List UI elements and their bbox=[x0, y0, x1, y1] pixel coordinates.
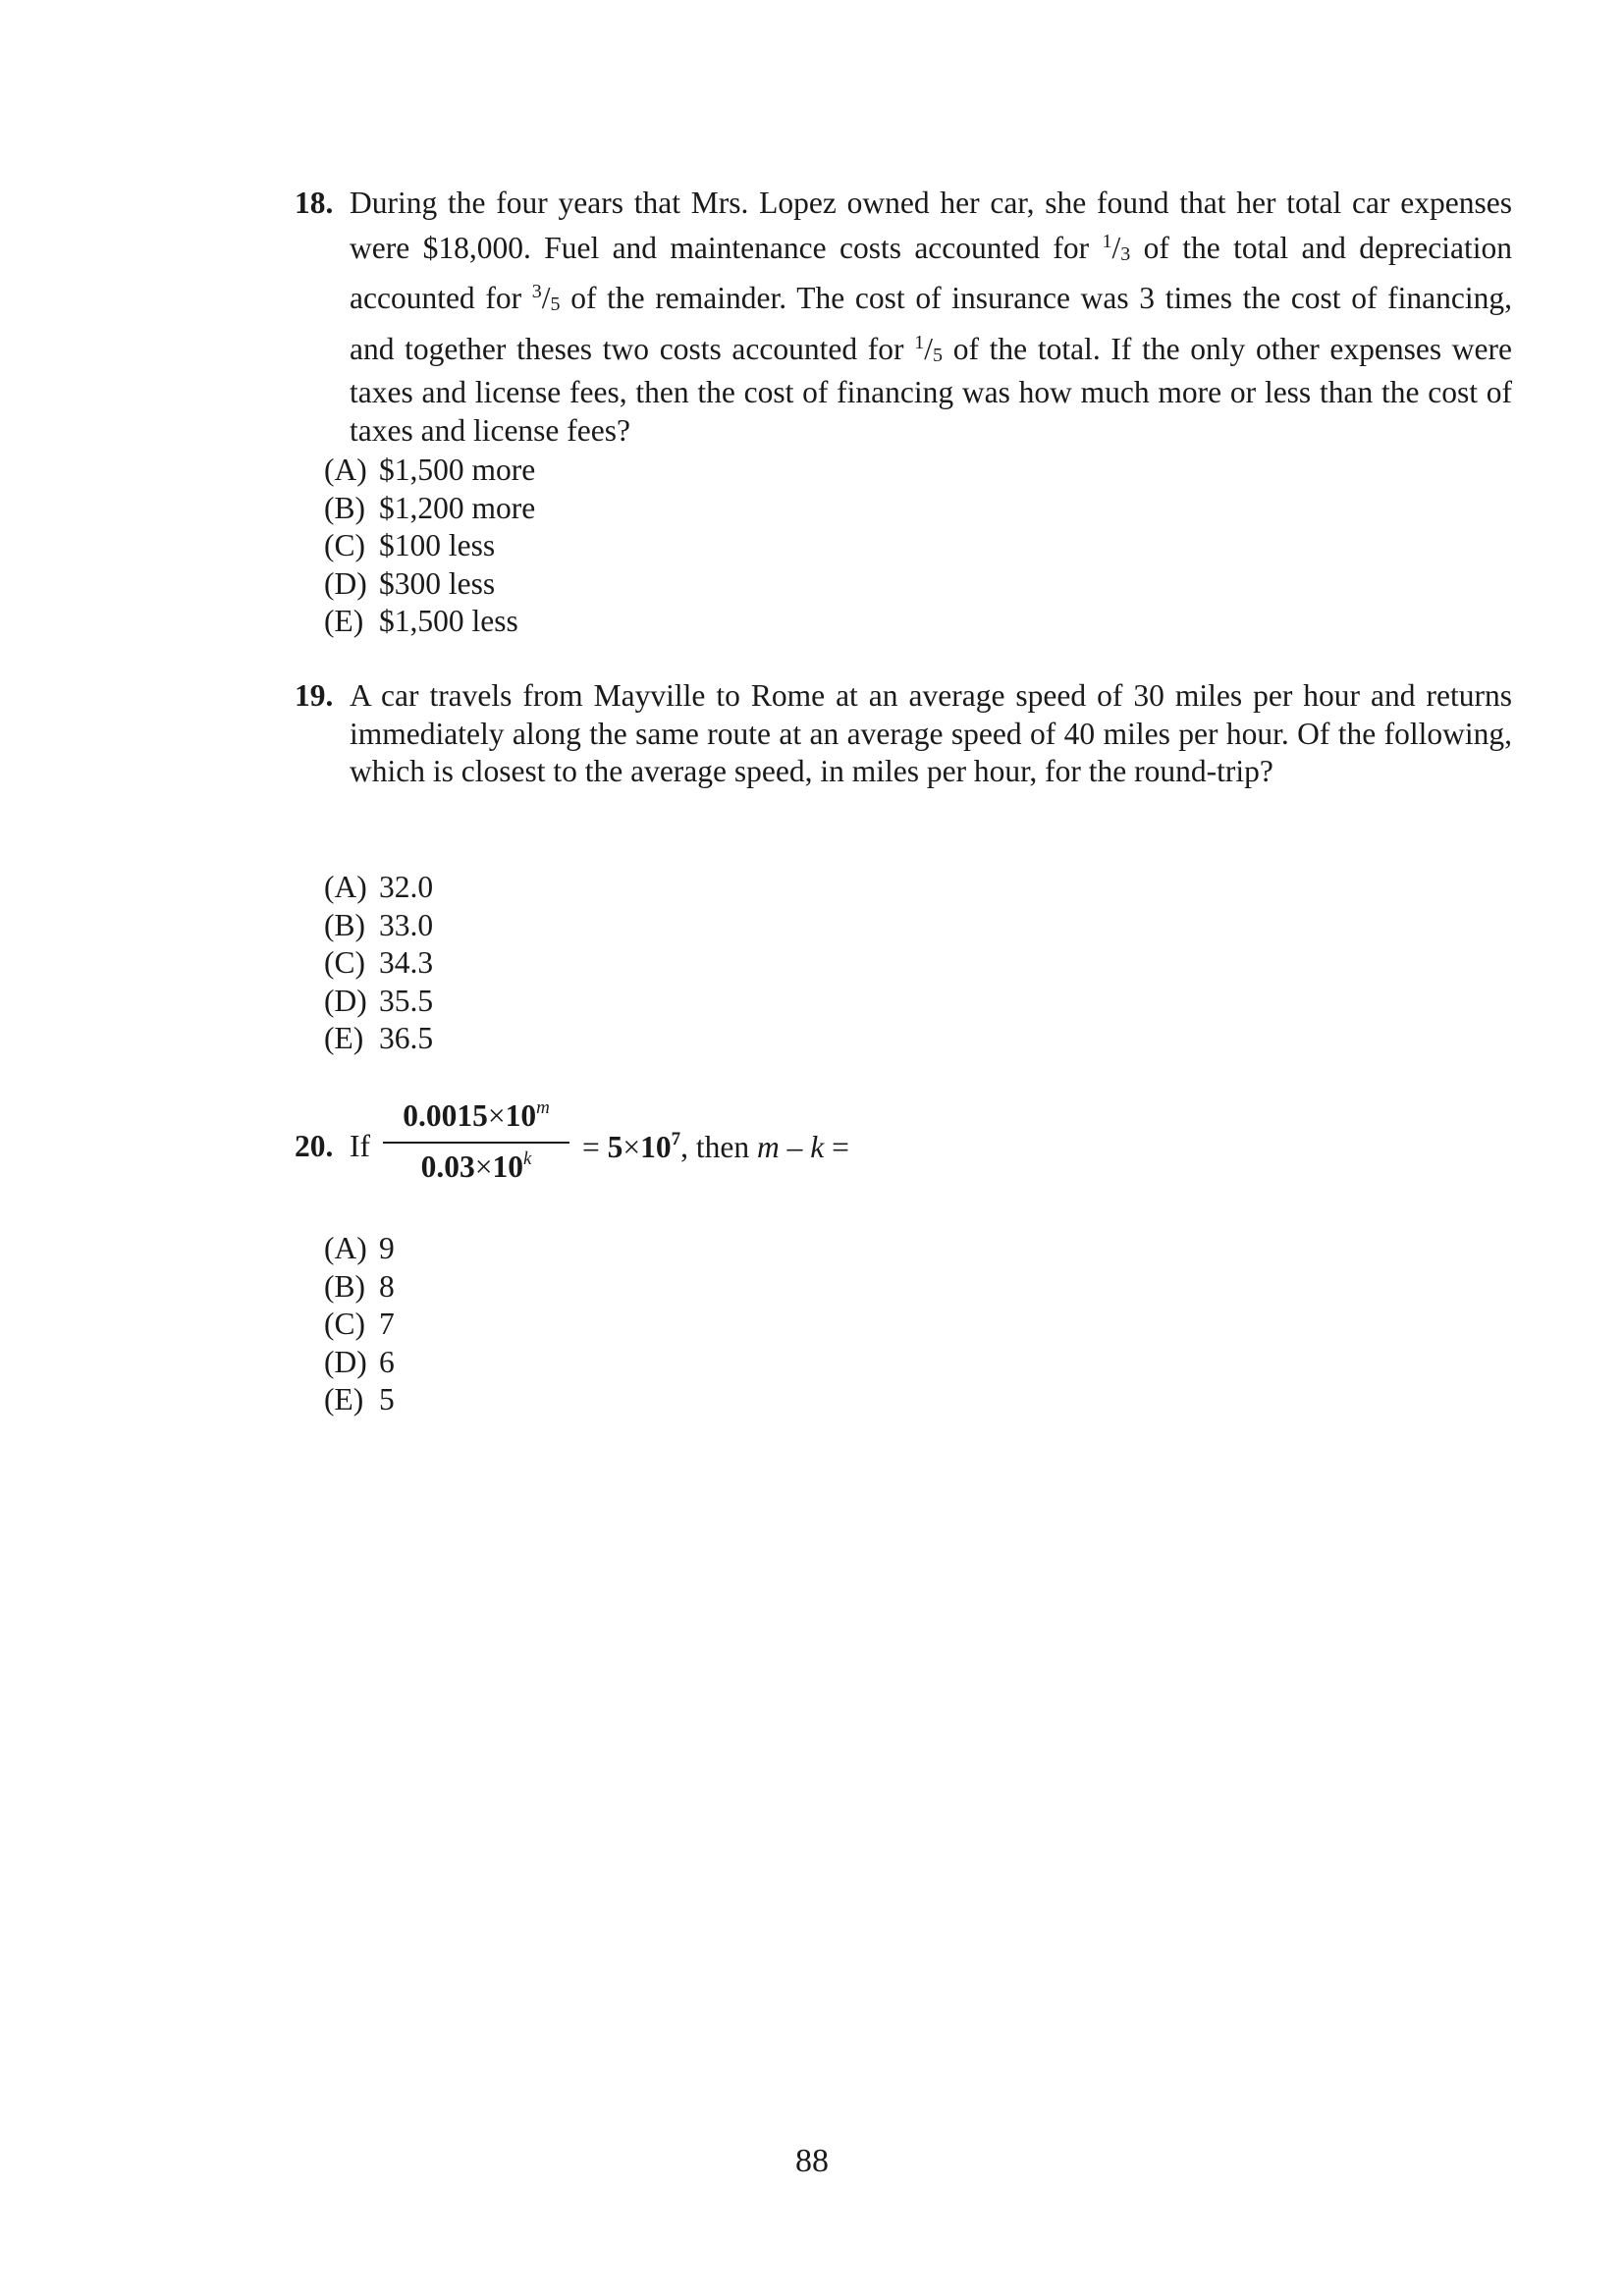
question-number: 20. bbox=[295, 1129, 334, 1163]
answer-choice[interactable]: (A) $1,500 more bbox=[324, 453, 536, 487]
fraction-one-third: $^1/_3$ bbox=[1102, 230, 1131, 265]
fraction-bar bbox=[383, 1142, 569, 1144]
fraction-denominator: $0.03\times 10^k$ bbox=[420, 1148, 532, 1184]
answer-choices-20 bbox=[324, 1230, 395, 1419]
answer-choice[interactable]: (C) 7 bbox=[324, 1307, 395, 1341]
answer-choice[interactable]: (A) 32.0 bbox=[324, 870, 434, 904]
question-number: 18. bbox=[295, 186, 334, 220]
equation-right-side: = $5\times 10^7$, then m – k = bbox=[582, 1129, 849, 1164]
answer-choice[interactable]: (D) $300 less bbox=[324, 565, 496, 601]
answer-choice[interactable]: (E) $1,500 less bbox=[324, 604, 518, 638]
answer-choice[interactable]: (B) 8 bbox=[324, 1268, 395, 1304]
question-20 bbox=[295, 1090, 982, 1198]
answer-choices-18 bbox=[324, 452, 535, 641]
answer-choice[interactable]: (E) 5 bbox=[324, 1382, 395, 1416]
answer-choices-19 bbox=[324, 869, 433, 1058]
answer-choice[interactable]: (A) 9 bbox=[324, 1231, 395, 1265]
page-number: 88 bbox=[795, 2143, 829, 2179]
fraction-numerator: $0.0015\times 10^m$ bbox=[403, 1097, 550, 1133]
answer-choice[interactable]: (D) 35.5 bbox=[324, 983, 434, 1018]
question-19 bbox=[295, 677, 1512, 791]
fraction-three-fifths: $^3/_5$ bbox=[531, 281, 561, 315]
answer-choice[interactable]: (C) $100 less bbox=[324, 528, 496, 562]
answer-choice[interactable]: (C) 34.3 bbox=[324, 945, 434, 980]
answer-choice[interactable]: (B) 33.0 bbox=[324, 907, 434, 942]
if-word: If bbox=[350, 1129, 370, 1163]
fraction-one-fifth: $^1/_5$ bbox=[914, 331, 943, 366]
answer-choice[interactable]: (B) $1,200 more bbox=[324, 490, 536, 525]
question-text: During the four years that Mrs. Lopez owned her car, she found that her total car expenses were $18,000. Fuel and maintenance costs accounted for $^1/_3$ of the total and depreciation accounted for $^3/_5$ of the remainder. The cost of insurance was 3 times the cost of financing, and together theses two costs accounted for $^1/_5$ of the total. If the only other expenses were taxes and license fees, then the cost of financing was how much more or less than the cost of taxes and license fees? bbox=[350, 186, 1512, 448]
question-text: A car travels from Mayville to Rome at an average speed of 30 miles per hour and returns immediately along the same route at an average speed of 40 miles per hour. Of the following, which is closest to the average speed, in miles per hour, for the round-trip? bbox=[350, 678, 1512, 788]
question-18 bbox=[295, 185, 1512, 450]
answer-choice[interactable]: (E) 36.5 bbox=[324, 1021, 434, 1055]
answer-choice[interactable]: (D) 6 bbox=[324, 1344, 395, 1379]
question-number: 19. bbox=[295, 678, 334, 713]
